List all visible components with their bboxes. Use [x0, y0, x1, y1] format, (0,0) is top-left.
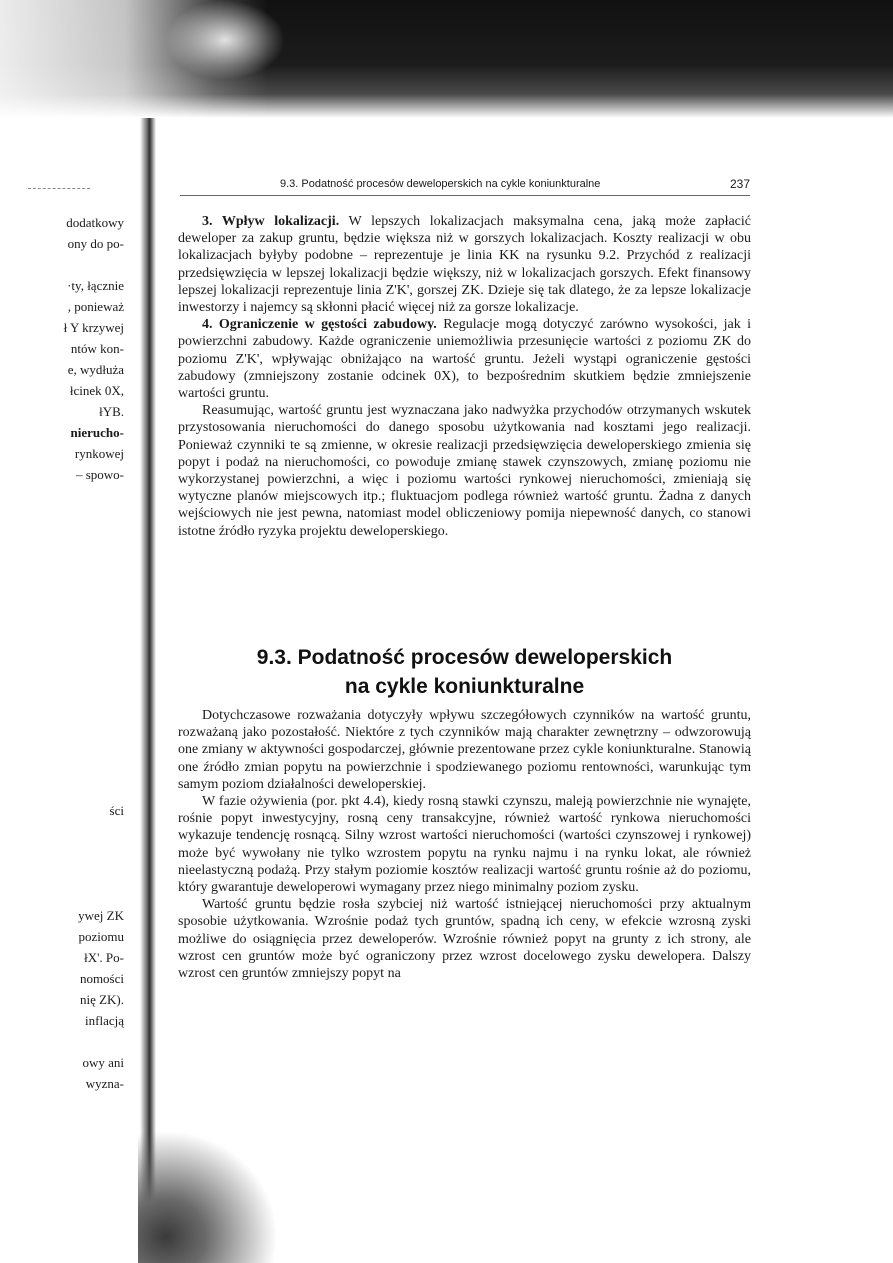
header-rule: [180, 195, 750, 196]
margin-fragment: [24, 254, 124, 275]
margin-fragment: łYB.: [99, 404, 124, 419]
margin-fragment: rynkowej: [74, 446, 124, 461]
margin-fragment: , ponieważ: [67, 299, 124, 314]
margin-fragment: [24, 758, 124, 779]
paragraph-text: W lepszych lokalizacjach maksymalna cena, jaką może zapłacić deweloper za zakup gruntu, będzie większa niż w gorszych lokalizacjach. Koszty realizacji w obu lokalizacjach byłyby podobne – reprezentuje je linia KK na rysunku 9.2. Przychód z realizacji przedsięwzięcia w lepszej lokalizacji będzie większy, niż w lokalizacjach gorszych. Efekt finansowy lepszej lokalizacji reprezentuje linia Z'K', gorszej ZK. Dzieje się tak dlatego, że za lepsze lokalizacje inwestorzy i najemcy są skłonni płacić więcej niż za gorsze lokalizacje.: [178, 214, 752, 316]
margin-fragment: łcinek 0X,: [69, 383, 124, 398]
margin-fragment: poziomu: [78, 929, 124, 944]
page-header: [280, 176, 750, 194]
margin-fragment: [24, 779, 124, 800]
margin-fragment: [24, 737, 124, 758]
book-gutter-shadow: [140, 118, 156, 1263]
margin-fragment: [24, 653, 124, 674]
margin-fragment: [24, 716, 124, 737]
margin-fragment: [24, 569, 124, 590]
paragraph-text: Regulacje mogą dotyczyć zarówno wysokości, jak i powierzchni zabudowy. Każde ograniczenie uniemożliwia przesunięcie wartości z poziomu ZK do poziomu Z'K', wpływając obniżająco na wartość gruntu. Jeżeli wystąpi ograniczenie gęstości zabudowy (zmniejszony zostanie odcinek 0X), to bezpośrednim skutkiem będzie zmniejszenie wartości gruntu.: [178, 317, 751, 402]
margin-fragment: [24, 884, 124, 905]
margin-fragment: – spowo-: [75, 467, 124, 482]
margin-fragment: nierucho-: [70, 425, 124, 440]
margin-fragment: owy ani: [82, 1055, 124, 1070]
paragraph-text: Reasumując, wartość gruntu jest wyznaczana jako nadwyżka przychodów otrzymanych wskutek przystosowania nieruchomości do danego sposobu użytkowania nad kosztami jego realizacji. Ponieważ czynniki te są zmienne, w okresie realizacji przedsięwzięcia deweloperskiego zmienia się popyt i podaż na nieruchomości, co powoduje zmianę stawek czynszowych, zmianę poziomu nie wykorzystanej powierzchni, a więc i poziomu wartości rynkowej nieruchomości, zmieniają się wytyczne planów miejscowych itp.; fluktuacjom podlega również wartość gruntu. Żadna z danych wejściowych nie jest pewna, natomiast model obliczeniowy pomija niepewność danych, co stanowi istotne źródło ryzyka projektu deweloperskiego.: [178, 403, 751, 539]
margin-fragment: [24, 842, 124, 863]
paragraph-lead: 3. Wpływ lokalizacji.: [202, 214, 340, 229]
margin-fragment: e, wydłuża: [67, 362, 124, 377]
margin-fragment: [24, 548, 124, 569]
margin-fragment: [24, 506, 124, 527]
paragraph: Wartość gruntu będzie rosła szybciej niż wartość istniejącej nieruchomości przy aktualnym sposobie użytkowania. Wzrośnie podaż tych gruntów, spadną ich ceny, w efekcie wzrosną zyski możliwe do osiągnięcia przez deweloperów. Wzrośnie również popyt na grunty z ich strony, ale wzrost cen gruntów może być ograniczony przez wzrost docelowego zysku dewelopera. Dalszy wzrost cen gruntów zmniejszy popyt na: [178, 897, 751, 982]
section-title: [178, 643, 751, 701]
margin-fragment: ·ty, łącznie: [67, 278, 124, 293]
margin-fragment: ł Y krzywej: [63, 320, 124, 335]
running-title: 9.3. Podatność procesów deweloperskich na cykle koniunkturalne: [280, 178, 601, 190]
margin-fragment: [24, 863, 124, 884]
paragraph: [178, 402, 751, 540]
paragraph: [178, 316, 751, 402]
scan-shadow-top: [0, 0, 893, 118]
margin-fragment: [24, 674, 124, 695]
margin-fragment: nię ZK).: [79, 992, 124, 1007]
margin-fragment: inflacją: [85, 1013, 124, 1028]
page-number: 237: [729, 177, 750, 191]
margin-fragment: ywej ZK: [78, 908, 124, 923]
margin-fragment: ntów kon-: [70, 341, 124, 356]
paragraph: W fazie ożywienia (por. pkt 4.4), kiedy rosną stawki czynszu, maleją powierzchnie nie wynajęte, rośnie popyt inwestycyjny, rosną ceny transakcyjne, również wartość rynkowa nieruchomości wykazuje tendencję rosnącą. Silny wzrost wartości nieruchomości (wartości czynszowej i rynkowej) może być wywołany nie tylko wzrostem popytu na rynku najmu i na rynku lokat, ale również nieelastyczną podażą. Przy stałym poziomie kosztów realizacji wartość gruntu rośnie aż do poziomu, który gwarantuje deweloperowi wymagany przez niego minimalny poziom zysku.: [178, 794, 751, 896]
paragraph: [178, 213, 751, 316]
margin-fragment: nomości: [79, 971, 124, 986]
margin-fragment: ści: [109, 803, 124, 818]
margin-fragment: [24, 485, 124, 506]
body-text-bottom: [178, 707, 751, 982]
paragraph-lead: 4. Ograniczenie w gęstości zabudowy.: [202, 317, 437, 333]
section-title-line: 9.3. Podatność procesów deweloperskich: [256, 646, 673, 669]
paragraph: Dotychczasowe rozważania dotyczyły wpływu szczegółowych czynników na wartość gruntu, rozważaną jako pozostałość. Niektóre z tych czynników mają charakter zewnętrzny – odwzorowują one zmiany w aktywności gospodarczej, głównie prezentowane przez cykle koniunkturalne. Stanowią one źródło zmian popytu na powierzchnie i spodziewanego poziomu rentowności, warunkując tym samym poziom działalności deweloperskiej.: [178, 708, 751, 792]
margin-fragment: [24, 590, 124, 611]
previous-page-fragments: [24, 212, 124, 1094]
margin-fragment: ony do po-: [67, 236, 124, 251]
margin-fragment: [24, 821, 124, 842]
margin-fragment: [24, 611, 124, 632]
left-page-rule: [28, 188, 90, 189]
margin-fragment: dodatkowy: [66, 215, 124, 230]
margin-fragment: [24, 527, 124, 548]
margin-fragment: [24, 632, 124, 653]
scan-shadow-bottom: [138, 1130, 278, 1263]
margin-fragment: [24, 695, 124, 716]
body-text-top: [178, 213, 751, 540]
scan-highlight: [165, 0, 285, 80]
margin-fragment: łX'. Po-: [84, 950, 124, 965]
section-title-line: na cykle koniunkturalne: [344, 675, 585, 698]
margin-fragment: wyzna-: [85, 1076, 124, 1091]
margin-fragment: [24, 1031, 124, 1052]
